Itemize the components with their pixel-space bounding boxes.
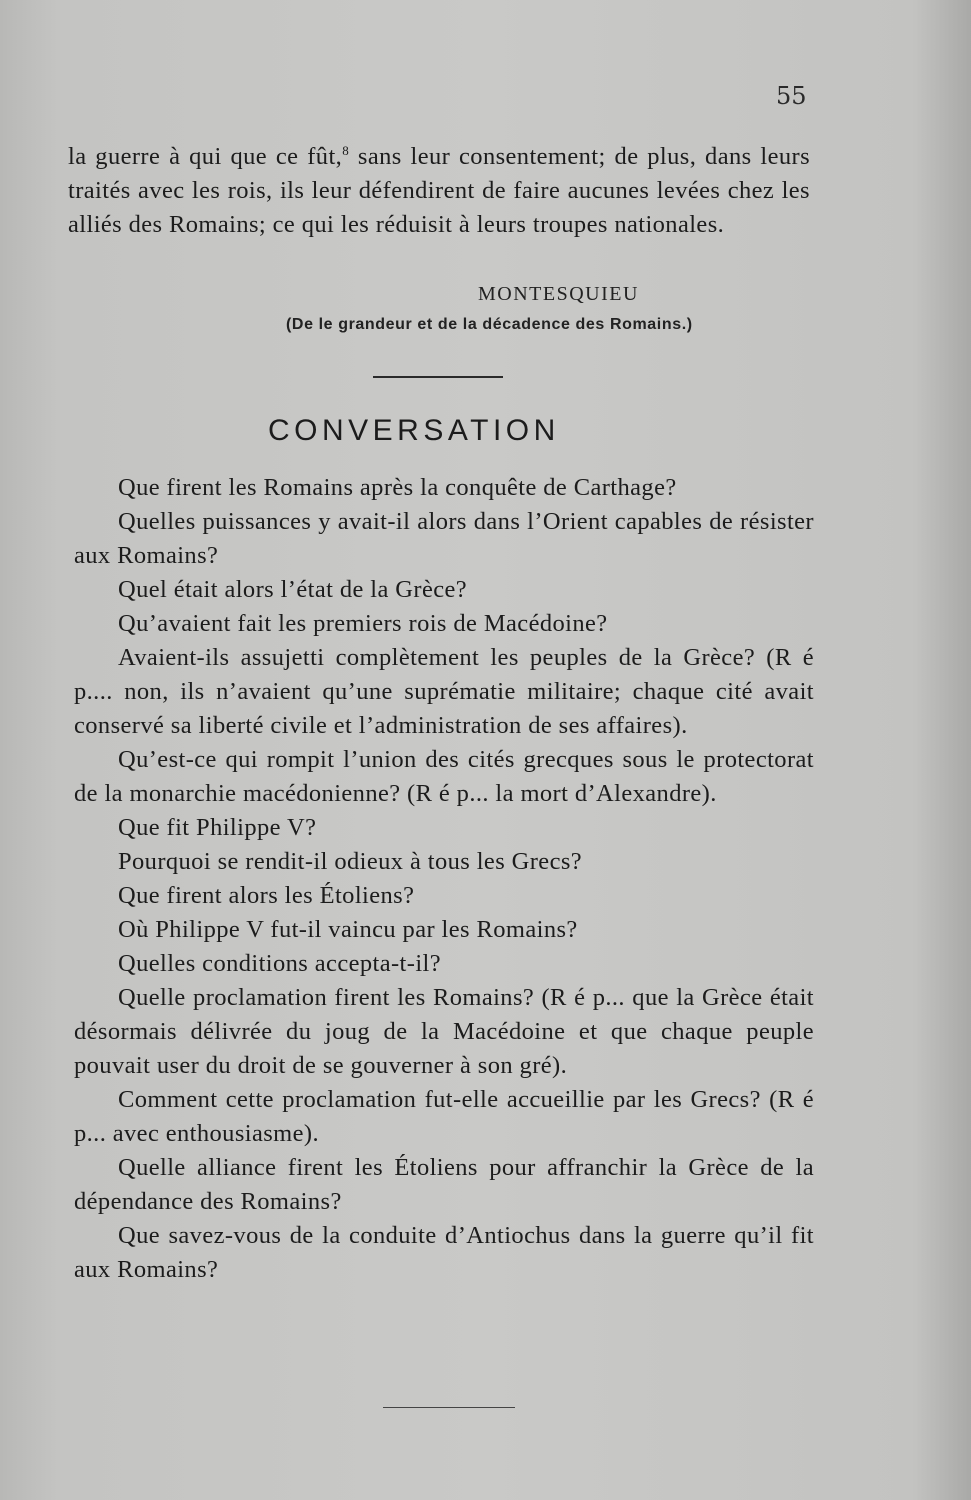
question-item: Que savez-vous de la conduite d’Antiochus dans la guerre qu’il fit aux Romains? <box>74 1222 814 1283</box>
section-heading: CONVERSATION <box>268 414 560 447</box>
intro-paragraph <box>68 140 810 242</box>
question-item: Quel était alors l’état de la Grèce? <box>118 576 468 603</box>
question-item: Que firent les Romains après la conquête de Carthage? <box>118 474 677 501</box>
intro-text <box>68 140 810 242</box>
section-divider <box>373 376 503 378</box>
page-number: 55 <box>776 82 807 110</box>
question-item: Pourquoi se rendit-il odieux à tous les Grecs? <box>118 848 583 875</box>
question-item: Quelles puissances y avait-il alors dans l’Orient capables de résister aux Romains? <box>74 508 814 569</box>
question-item: Quelle proclamation firent les Romains? (R é p... que la Grèce était désormais délivrée du joug de la Macédoine et que chaque peuple pouvait user du droit de se gouverner à son gré). <box>74 984 814 1079</box>
questions-list <box>74 471 814 1287</box>
question-item: Quelles conditions accepta-t-il? <box>118 950 442 977</box>
intro-text-after-note: sans leur consentement; de plus, dans leurs traités avec les rois, ils leur défendirent de faire aucunes levées chez les alliés des Romains; ce qui les réduisit à leurs troupes nationales. <box>68 143 811 238</box>
question-item: Que firent alors les Étoliens? <box>118 882 415 909</box>
question-item: Avaient-ils assujetti complètement les peuples de la Grèce? (R é p.... non, ils n’avaient qu’une suprématie militaire; chaque cité avait conservé sa liberté civile et l’administration de ses affaires). <box>74 644 814 739</box>
question-item: Comment cette proclamation fut-elle accueillie par les Grecs? (R é p... avec enthousiasme). <box>74 1086 814 1147</box>
question-item: Qu’avaient fait les premiers rois de Macédoine? <box>118 610 608 637</box>
end-divider <box>383 1407 515 1408</box>
question-item: Quelle alliance firent les Étoliens pour affranchir la Grèce de la dépendance des Romains? <box>74 1154 814 1215</box>
question-item: Que fit Philippe V? <box>118 814 317 841</box>
question-item: Où Philippe V fut-il vaincu par les Romains? <box>118 916 578 943</box>
attribution-author: MONTESQUIEU <box>478 283 639 305</box>
footnote-marker: 8 <box>342 142 350 158</box>
attribution-source: (De le grandeur et de la décadence des Romains.) <box>286 316 693 333</box>
question-item: Qu’est-ce qui rompit l’union des cités grecques sous le protectorat de la monarchie macédonienne? (R é p... la mort d’Alexandre). <box>74 746 814 807</box>
intro-text-before-note: la guerre à qui que ce fût, <box>68 143 343 170</box>
